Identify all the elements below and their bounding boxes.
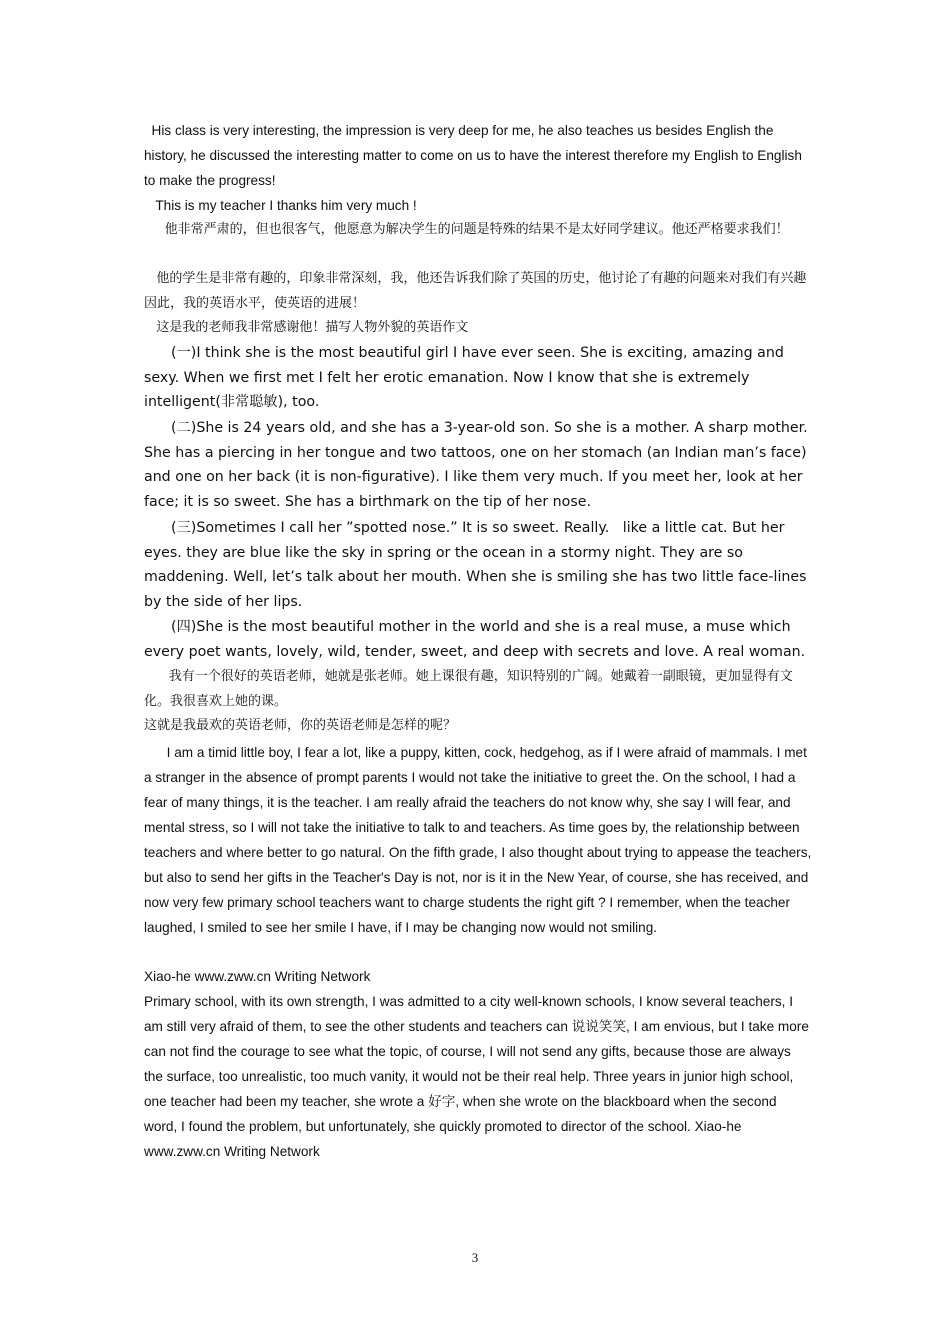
paragraph-section-1: (一)I think she is the most beautiful girl I have ever seen. She is exciting, amazing and sexy. When we first met I felt her erotic emanation. Now I know that she is extremely intelligent(非常聪敏), too. — [144, 345, 784, 411]
paragraph-source: Xiao-he www.zww.cn Writing Network — [144, 969, 371, 984]
paragraph-chinese-question: 这就是我最欢的英语老师，你的英语老师是怎样的呢？ — [144, 718, 457, 733]
paragraph-chinese-students: 他的学生是非常有趣的，印象非常深刻，我，他还告诉我们除了英国的历史，他讨论了有趣的问题来对我们有兴趣因此，我的英语水平，使英语的进展！ — [144, 271, 807, 311]
paragraph-section-2: (二)She is 24 years old, and she has a 3-year-old son. So she is a mother. A sharp mother. She has a piercing in her tongue and two tattoos, one on her stomach (an Indian man’s face) and one on her back (it is non-figurative). I like them very much. If you meet her, look at her face; it is so sweet. She has a birthmark on the tip of her nose. — [144, 420, 808, 510]
paragraph-class-interesting: His class is very interesting, the impression is very deep for me, he also teaches us besides English the history, he discussed the interesting matter to come on us to have the interest therefore my English to English to make the progress! — [144, 123, 802, 188]
paragraph-timid-boy: I am a timid little boy, I fear a lot, like a puppy, kitten, cock, hedgehog, as if I were afraid of mammals. I met a stranger in the absence of prompt parents I would not take the initiative to greet the. On the school, I had a fear of many things, it is the teacher. I am really afraid the teachers do not know why, she say I will fear, and mental stress, so I will not take the initiative to talk to and teachers. As time goes by, the relationship between teachers and where better to go natural. On the fifth grade, I also thought about trying to appease the teachers, but also to send her gifts in the Teacher's Day is not, nor is it in the New Year, of course, she has received, and now very few primary school teachers want to charge students the right gift ? I remember, when the teacher laughed, I smiled to see her smile I have, if I may be changing now would not smiling. — [144, 745, 812, 935]
paragraph-chinese-strict: 他非常严肃的，但也很客气，他愿意为解决学生的问题是特殊的结果不是太好同学建议。他还严格要求我们！ — [144, 222, 789, 237]
paragraph-primary-school: Primary school, with its own strength, I was admitted to a city well-known schools, I know several teachers, I am still very afraid of them, to see the other students and teachers can 说说笑笑, I am envious, but I take more can not find the courage to see what the topic, of course, I will not send any gifts, because those are always the surface, too unrealistic, too much vanity, it would not be their real help. Three years in junior high school, one teacher had been my teacher, she wrote a 好字, when she wrote on the blackboard when the second word, I found the problem, but unfortunately, she quickly promoted to director of the school. Xiao-he www.zww.cn Writing Network — [144, 994, 809, 1159]
paragraph-thanks: This is my teacher I thanks him very much ! — [144, 198, 417, 213]
page-number: 3 — [471, 1250, 479, 1265]
paragraph-chinese-teacher: 我有一个很好的英语老师，她就是张老师。她上课很有趣，知识特别的广阔。她戴着一副眼镜，更加显得有文化。我很喜欢上她的课。 — [144, 669, 793, 709]
paragraph-section-4: (四)She is the most beautiful mother in the world and she is a real muse, a muse which every poet wants, lovely, wild, tender, sweet, and deep with secrets and love. A real woman. — [144, 619, 806, 660]
paragraph-section-3: (三)Sometimes I call her ”spotted nose.” It is so sweet. Really. like a little cat. But her eyes. they are blue like the sky in spring or the ocean in a stormy night. They are so maddening. Well, let’s talk about her mouth. When she is smiling she has two little face-lines by the side of her lips. — [144, 520, 807, 610]
paragraph-chinese-title: 这是我的老师我非常感谢他！描写人物外貌的英语作文 — [144, 320, 469, 335]
